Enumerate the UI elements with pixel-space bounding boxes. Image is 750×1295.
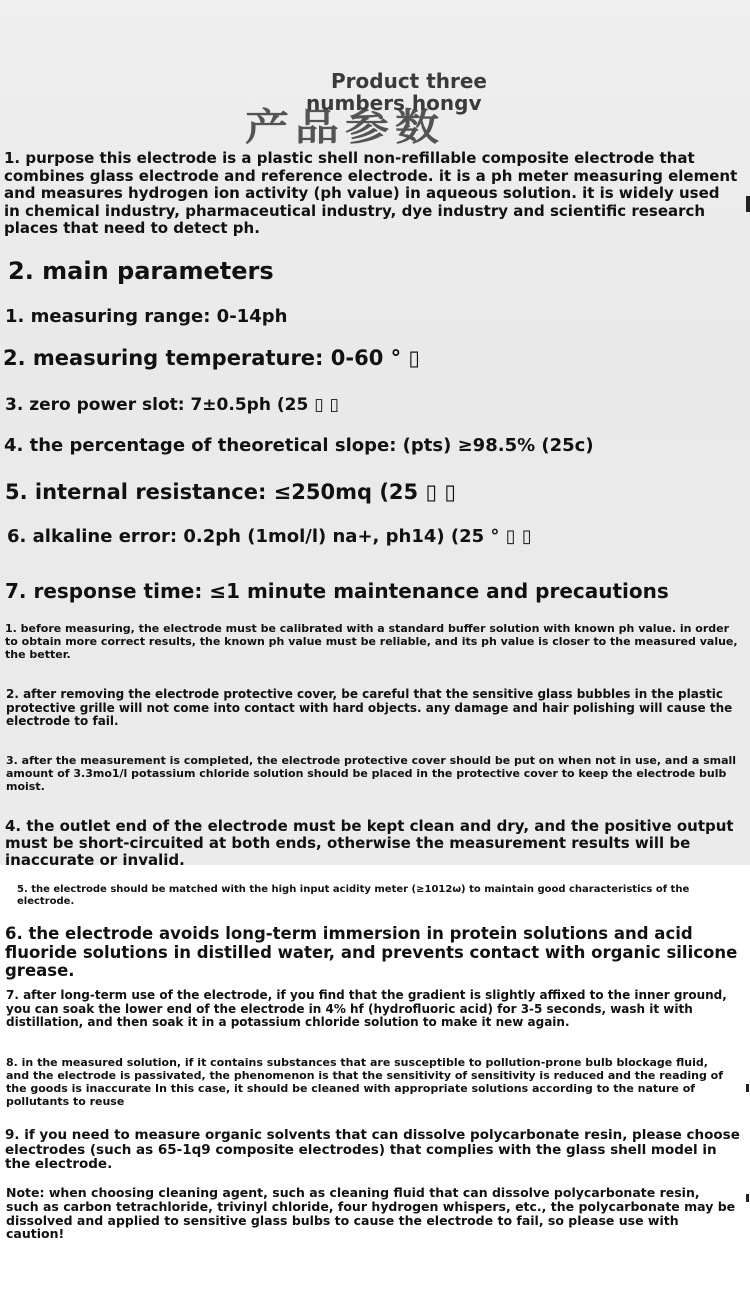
parameter-item: 1. measuring range: 0-14ph <box>5 306 288 327</box>
precaution-item: 8. in the measured solution, if it contains substances that are susceptible to pollution-prone bulb blockage fluid, and the electrode is passivated, the phenomenon is that the sensitivity of sensitivity is reduced and the reading of the goods is inaccurate In this case, it should be cleaned with appropriate solutions according to the nature of pollutants to reuse <box>6 1056 724 1108</box>
title-line-1: Product three <box>331 69 487 93</box>
precaution-item: 6. the electrode avoids long-term immersion in protein solutions and acid fluoride solutions in distilled water, and prevents contact with organic silicone grease. <box>5 924 738 980</box>
parameter-item: 5. internal resistance: ≤250mq (25 ▯ ▯ <box>5 480 456 504</box>
parameters-heading: 2. main parameters <box>8 257 274 285</box>
precaution-item: 3. after the measurement is completed, the electrode protective cover should be put on when not in use, and a small amount of 3.3mo1/l potassium chloride solution should be placed in the protective cover to keep the electrode bulb moist. <box>6 754 737 793</box>
parameter-item: 7. response time: ≤1 minute maintenance and precautions <box>5 579 669 603</box>
edge-mark <box>746 1084 749 1092</box>
parameter-item: 2. measuring temperature: 0-60 ° ▯ <box>3 346 420 370</box>
title-overlay-text: 产品参数 <box>245 106 445 150</box>
parameter-item: 4. the percentage of theoretical slope: (pts) ≥98.5% (25c) <box>4 435 594 456</box>
intro-paragraph: 1. purpose this electrode is a plastic shell non-refillable composite electrode that combines glass electrode and reference electrode. it is a ph meter measuring element and measures hydrogen ion activity (ph value) in aqueous solution. it is widely used in chemical industry, pharmaceutical industry, dye industry and scientific research places that need to detect ph. <box>4 149 738 238</box>
precaution-item: 1. before measuring, the electrode must be calibrated with a standard buffer solution with known ph value. in order to obtain more correct results, the known ph value must be reliable, and its ph value is closer to the measured value, the better. <box>5 622 738 661</box>
precaution-item: 4. the outlet end of the electrode must be kept clean and dry, and the positive output must be short-circuited at both ends, otherwise the measurement results will be inaccurate or invalid. <box>5 817 734 869</box>
precaution-item: 9. if you need to measure organic solvents that can dissolve polycarbonate resin, please choose electrodes (such as 65-1q9 composite electrodes) that complies with the glass shell model in the electrode. <box>5 1127 740 1172</box>
edge-mark <box>746 1194 749 1202</box>
precaution-item: 2. after removing the electrode protective cover, be careful that the sensitive glass bubbles in the plastic protective grille will not come into contact with hard objects. any damage and hair polishing will cause the electrode to fail. <box>6 687 733 728</box>
parameter-item: 6. alkaline error: 0.2ph (1mol/l) na+, ph14) (25 ° ▯ ▯ <box>7 526 532 547</box>
note-paragraph: Note: when choosing cleaning agent, such as cleaning fluid that can dissolve polycarbonate resin, such as carbon tetrachloride, trivinyl chloride, four hydrogen whispers, etc., the polycarbonate may be dissolved and applied to sensitive glass bulbs to cause the electrode to fail, so please use with caution! <box>6 1185 736 1242</box>
edge-mark <box>746 196 750 212</box>
precaution-item: 7. after long-term use of the electrode, if you find that the gradient is slightly affixed to the inner ground, you can soak the lower end of the electrode in 4% hf (hydrofluoric acid) for 3-5 seconds, wash it with distillation, and then soak it in a potassium chloride solution to make it new again. <box>6 988 727 1030</box>
parameter-item: 3. zero power slot: 7±0.5ph (25 ▯ ▯ <box>5 395 339 415</box>
page-title <box>245 69 500 150</box>
precaution-item: 5. the electrode should be matched with the high input acidity meter (≥1012ω) to maintain good characteristics of the electrode. <box>17 884 690 907</box>
title-line-2: numbers hongv <box>306 91 482 115</box>
